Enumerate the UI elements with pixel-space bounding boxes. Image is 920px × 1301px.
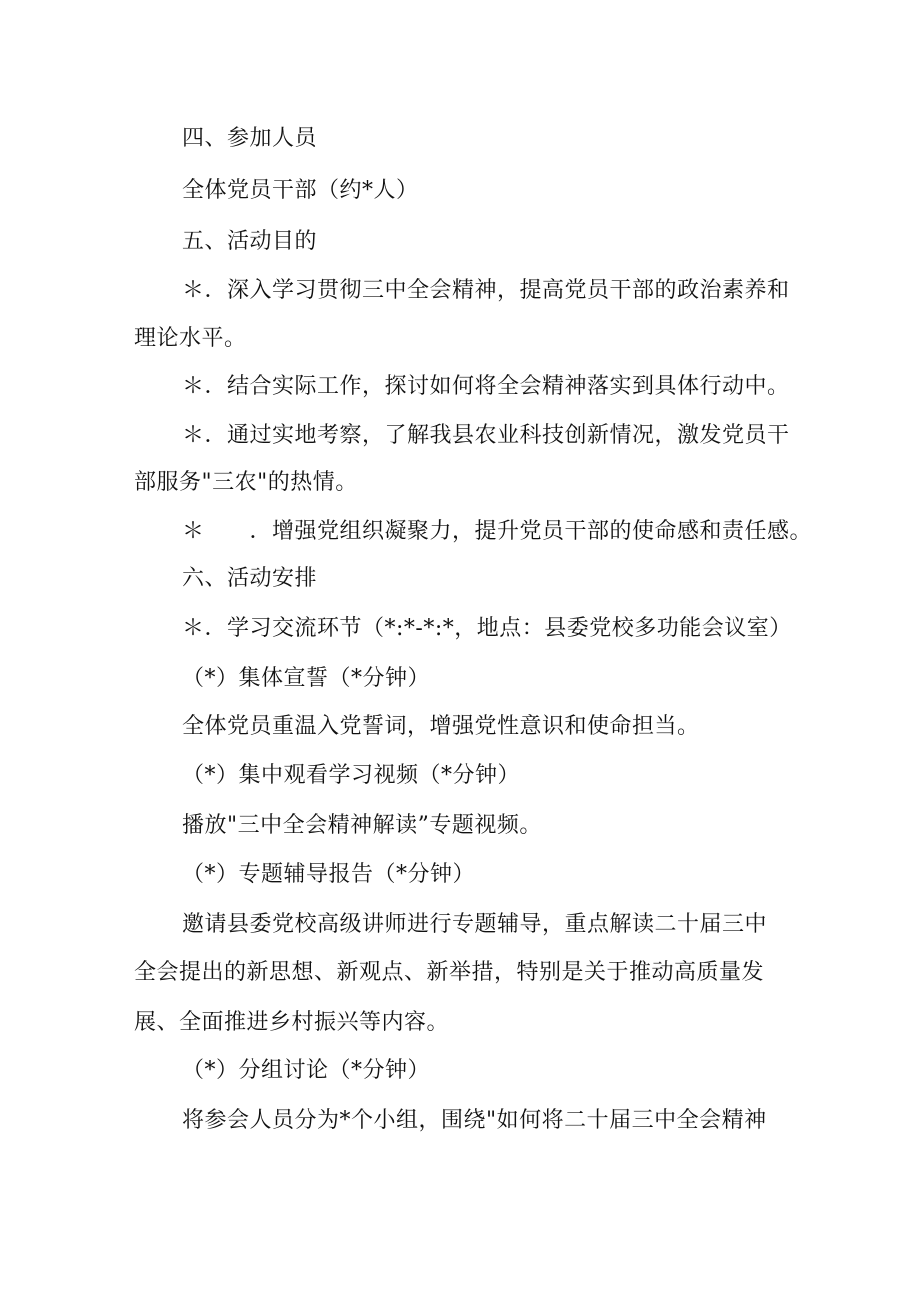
section-heading-participants: 四、参加人员 — [182, 126, 318, 151]
subitem-video-heading: （*）集中观看学习视频（*分钟） — [182, 763, 521, 788]
subitem-lecture-heading: （*）专题辅导报告（*分钟） — [182, 862, 476, 887]
subitem-discussion-heading: （*）分组讨论（*分钟） — [182, 1058, 431, 1083]
section-heading-schedule: 六、活动安排 — [182, 566, 318, 591]
purpose-item-3-continued: 部服务"三农"的热情。 — [134, 470, 358, 495]
subitem-lecture-text: 邀请县委党校高级讲师进行专题辅导，重点解读二十届三中 — [182, 912, 768, 937]
subitem-video-text: 播放"三中全会精神解读”专题视频。 — [182, 813, 542, 838]
subitem-lecture-text-continued-2: 展、全面推进乡村振兴等内容。 — [134, 1010, 450, 1035]
schedule-item-study: ＊．学习交流环节（*:*-*:*，地点：县委党校多功能会议室） — [182, 616, 792, 641]
section-heading-purpose: 五、活动目的 — [182, 229, 318, 254]
purpose-item-1-continued: 理论水平。 — [134, 326, 247, 351]
subitem-lecture-text-continued: 全会提出的新思想、新观点、新举措，特别是关于推动高质量发 — [134, 960, 765, 985]
subitem-oath-heading: （*）集体宣誓（*分钟） — [182, 666, 431, 691]
subitem-oath-text: 全体党员重温入党誓词，增强党性意识和使命担当。 — [182, 714, 700, 739]
purpose-item-4: ＊ ．增强党组织凝聚力，提升党员干部的使命感和责任感。 — [182, 519, 813, 544]
subitem-discussion-text: 将参会人员分为*个小组，围绕"如何将二十届三中全会精神 — [182, 1108, 767, 1133]
purpose-item-2: ＊．结合实际工作，探讨如何将全会精神落实到具体行动中。 — [182, 374, 790, 399]
purpose-item-1: ＊．深入学习贯彻三中全会精神，提高党员干部的政治素养和 — [182, 278, 790, 303]
participants-text: 全体党员干部（约*人） — [182, 178, 419, 203]
purpose-item-3: ＊．通过实地考察，了解我县农业科技创新情况，激发党员干 — [182, 423, 790, 448]
